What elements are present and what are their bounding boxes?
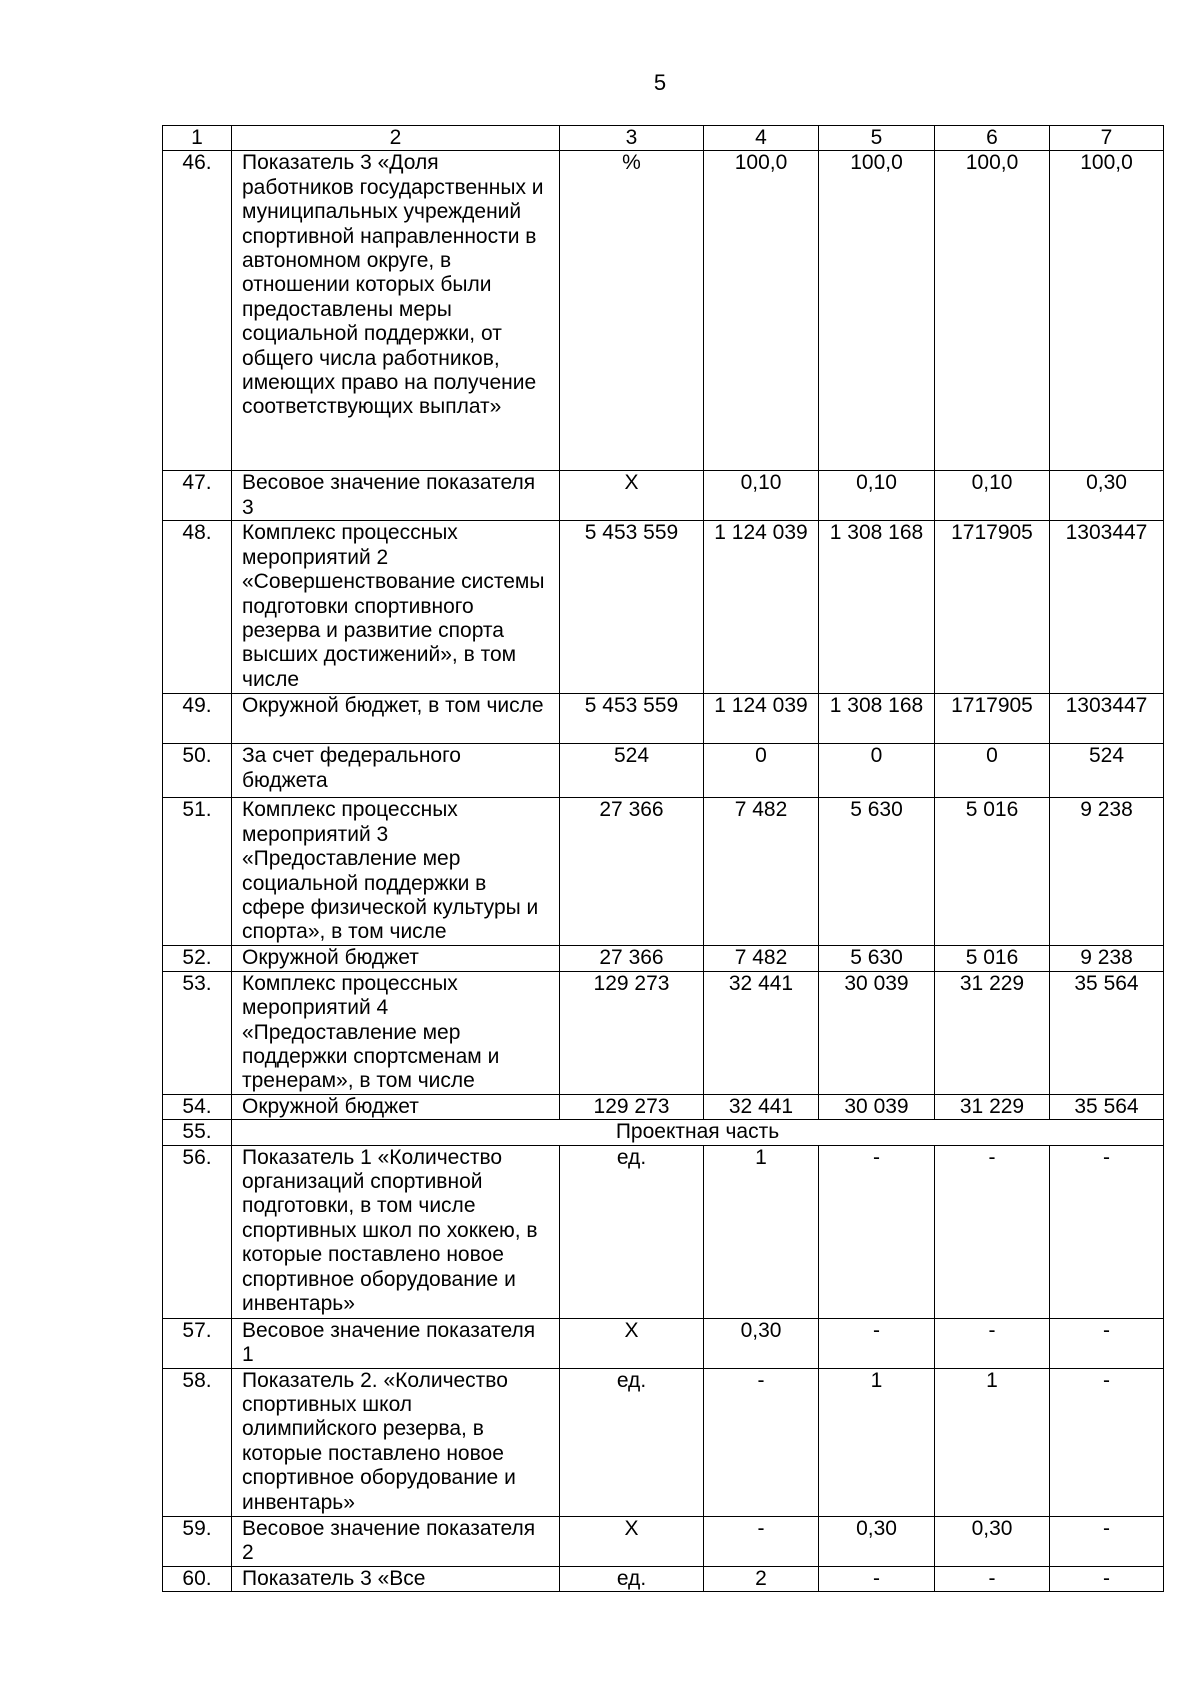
- row-value-col7: 9 238: [1050, 946, 1164, 971]
- row-value-col4: 32 441: [704, 1094, 819, 1119]
- row-unit-or-total: 5 453 559: [560, 521, 704, 694]
- table-row: [163, 1516, 1164, 1566]
- row-value-col4: 0,30: [704, 1318, 819, 1368]
- row-unit-or-total: Х: [560, 1516, 704, 1566]
- row-number: 52.: [163, 946, 232, 971]
- row-value-col7: -: [1050, 1566, 1164, 1591]
- row-number: 47.: [163, 471, 232, 521]
- table-row: [163, 1145, 1164, 1318]
- row-name: Весовое значение показателя 3: [232, 471, 560, 521]
- row-value-col5: 30 039: [819, 1094, 935, 1119]
- row-unit-or-total: ед.: [560, 1145, 704, 1318]
- row-value-col7: -: [1050, 1516, 1164, 1566]
- row-value-col6: 0,30: [935, 1516, 1050, 1566]
- row-number: 50.: [163, 744, 232, 798]
- row-name: Комплекс процессных мероприятий 2 «Совершенствование системы подготовки спортивного резерва и развитие спорта высших достижений», в том числе: [232, 521, 560, 694]
- row-value-col6: 100,0: [935, 151, 1050, 471]
- column-number: 2: [232, 126, 560, 151]
- row-number: 55.: [163, 1120, 232, 1145]
- column-number: 5: [819, 126, 935, 151]
- row-value-col5: -: [819, 1145, 935, 1318]
- row-unit-or-total: 129 273: [560, 971, 704, 1094]
- table-row: [163, 521, 1164, 694]
- section-title: Проектная часть: [232, 1120, 1164, 1145]
- row-value-col6: -: [935, 1145, 1050, 1318]
- row-value-col5: 0,30: [819, 1516, 935, 1566]
- table-row: [163, 744, 1164, 798]
- column-number: 1: [163, 126, 232, 151]
- column-number: 6: [935, 126, 1050, 151]
- row-value-col5: 1 308 168: [819, 694, 935, 744]
- row-value-col5: 30 039: [819, 971, 935, 1094]
- row-name: Окружной бюджет, в том числе: [232, 694, 560, 744]
- row-unit-or-total: Х: [560, 1318, 704, 1368]
- row-value-col6: 1: [935, 1368, 1050, 1516]
- row-value-col5: -: [819, 1566, 935, 1591]
- row-value-col4: -: [704, 1516, 819, 1566]
- row-name: Весовое значение показателя 2: [232, 1516, 560, 1566]
- row-value-col6: 5 016: [935, 946, 1050, 971]
- row-number: 59.: [163, 1516, 232, 1566]
- row-value-col4: 0,10: [704, 471, 819, 521]
- row-name: Показатель 1 «Количество организаций спортивной подготовки, в том числе спортивных школ по хоккею, в которые поставлено новое спортивное оборудование и инвентарь»: [232, 1145, 560, 1318]
- row-value-col4: 2: [704, 1566, 819, 1591]
- row-value-col6: 1717905: [935, 521, 1050, 694]
- program-table: [162, 125, 1164, 1592]
- row-unit-or-total: 524: [560, 744, 704, 798]
- table-row: [163, 946, 1164, 971]
- row-value-col7: -: [1050, 1318, 1164, 1368]
- row-value-col5: 0: [819, 744, 935, 798]
- row-number: 53.: [163, 971, 232, 1094]
- row-unit-or-total: Х: [560, 471, 704, 521]
- row-number: 54.: [163, 1094, 232, 1119]
- row-number: 57.: [163, 1318, 232, 1368]
- row-value-col4: 1: [704, 1145, 819, 1318]
- row-value-col5: 1 308 168: [819, 521, 935, 694]
- row-value-col6: 31 229: [935, 1094, 1050, 1119]
- row-number: 58.: [163, 1368, 232, 1516]
- row-unit-or-total: 5 453 559: [560, 694, 704, 744]
- row-number: 60.: [163, 1566, 232, 1591]
- row-unit-or-total: ед.: [560, 1368, 704, 1516]
- row-value-col7: -: [1050, 1145, 1164, 1318]
- page-number: 5: [653, 70, 667, 95]
- column-number: 7: [1050, 126, 1164, 151]
- row-value-col6: 0,10: [935, 471, 1050, 521]
- row-number: 56.: [163, 1145, 232, 1318]
- row-name: Окружной бюджет: [232, 1094, 560, 1119]
- row-value-col7: 35 564: [1050, 971, 1164, 1094]
- row-value-col4: -: [704, 1368, 819, 1516]
- row-unit-or-total: ед.: [560, 1566, 704, 1591]
- row-name: Комплекс процессных мероприятий 3 «Предоставление мер социальной поддержки в сфере физической культуры и спорта», в том числе: [232, 798, 560, 946]
- row-unit-or-total: %: [560, 151, 704, 471]
- row-unit-or-total: 27 366: [560, 798, 704, 946]
- table-row: [163, 151, 1164, 471]
- column-number-row: [163, 126, 1164, 151]
- row-value-col5: 5 630: [819, 798, 935, 946]
- table-row: [163, 798, 1164, 946]
- row-name: За счет федерального бюджета: [232, 744, 560, 798]
- row-value-col4: 32 441: [704, 971, 819, 1094]
- row-value-col6: 1717905: [935, 694, 1050, 744]
- row-value-col4: 0: [704, 744, 819, 798]
- row-value-col6: -: [935, 1318, 1050, 1368]
- row-value-col6: -: [935, 1566, 1050, 1591]
- column-number: 4: [704, 126, 819, 151]
- table-row: [163, 1566, 1164, 1591]
- row-number: 51.: [163, 798, 232, 946]
- row-value-col5: -: [819, 1318, 935, 1368]
- row-name: Показатель 2. «Количество спортивных школ олимпийского резерва, в которые поставлено новое спортивное оборудование и инвентарь»: [232, 1368, 560, 1516]
- row-value-col4: 7 482: [704, 946, 819, 971]
- row-name: Комплекс процессных мероприятий 4 «Предоставление мер поддержки спортсменам и тренерам», в том числе: [232, 971, 560, 1094]
- table-row: [163, 694, 1164, 744]
- row-value-col4: 1 124 039: [704, 521, 819, 694]
- row-value-col4: 100,0: [704, 151, 819, 471]
- row-value-col7: 9 238: [1050, 798, 1164, 946]
- row-value-col6: 5 016: [935, 798, 1050, 946]
- table-row: [163, 1094, 1164, 1119]
- table-row: [163, 971, 1164, 1094]
- table-row: [163, 471, 1164, 521]
- row-value-col5: 5 630: [819, 946, 935, 971]
- row-name: Показатель 3 «Доля работников государственных и муниципальных учреждений спортивной направленности в автономном округе, в отношении которых были предоставлены меры социальной поддержки, от общего числа работников, имеющих право на получение соответствующих выплат»: [232, 151, 560, 471]
- row-number: 48.: [163, 521, 232, 694]
- row-unit-or-total: 129 273: [560, 1094, 704, 1119]
- row-value-col5: 1: [819, 1368, 935, 1516]
- row-number: 46.: [163, 151, 232, 471]
- row-value-col4: 7 482: [704, 798, 819, 946]
- row-value-col5: 0,10: [819, 471, 935, 521]
- section-row: [163, 1120, 1164, 1145]
- row-value-col6: 0: [935, 744, 1050, 798]
- row-value-col7: 35 564: [1050, 1094, 1164, 1119]
- table-row: [163, 1318, 1164, 1368]
- row-name: Показатель 3 «Все: [232, 1566, 560, 1591]
- row-value-col6: 31 229: [935, 971, 1050, 1094]
- row-value-col7: 0,30: [1050, 471, 1164, 521]
- table-row: [163, 1368, 1164, 1516]
- row-value-col4: 1 124 039: [704, 694, 819, 744]
- row-value-col7: -: [1050, 1368, 1164, 1516]
- row-unit-or-total: 27 366: [560, 946, 704, 971]
- row-number: 49.: [163, 694, 232, 744]
- row-value-col7: 1303447: [1050, 521, 1164, 694]
- row-value-col7: 100,0: [1050, 151, 1164, 471]
- row-value-col7: 1303447: [1050, 694, 1164, 744]
- row-name: Весовое значение показателя 1: [232, 1318, 560, 1368]
- column-number: 3: [560, 126, 704, 151]
- row-value-col7: 524: [1050, 744, 1164, 798]
- row-name: Окружной бюджет: [232, 946, 560, 971]
- row-value-col5: 100,0: [819, 151, 935, 471]
